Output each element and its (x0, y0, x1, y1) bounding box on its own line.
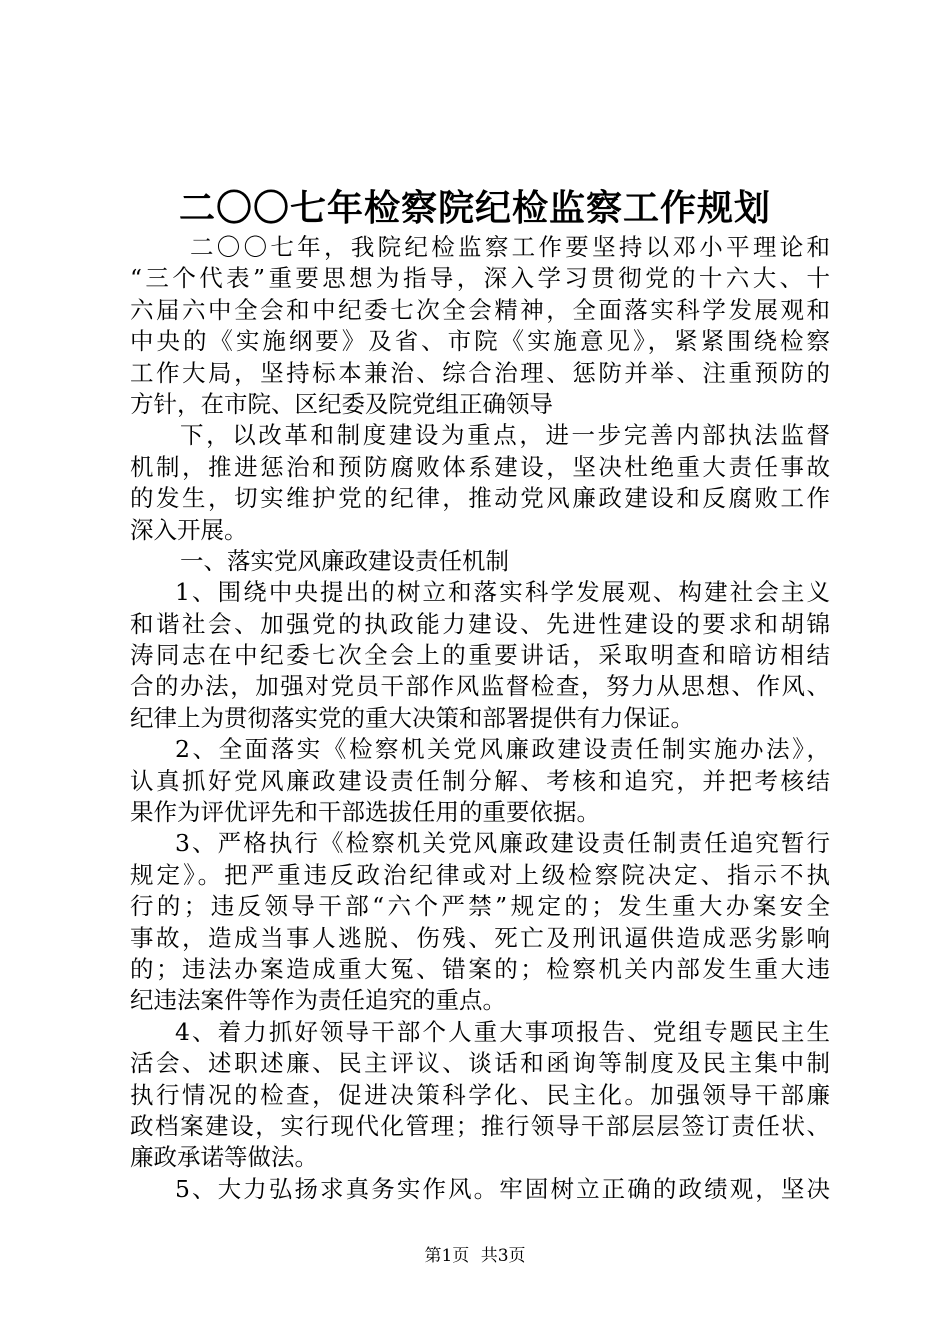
body-line: 一、落实党风廉政建设责任机制 (180, 546, 509, 575)
body-line: 二〇〇七年，我院纪检监察工作要坚持以邓小平理论和 (190, 233, 830, 261)
body-line: 合的办法，加强对党员干部作风监督检查，努力从思想、作风、 (130, 672, 830, 701)
body-line: 和谐社会、加强党的执政能力建设、先进性建设的要求和胡锦 (130, 609, 830, 638)
body-line: 4、着力抓好领导干部个人重大事项报告、党组专题民主生 (175, 1017, 830, 1046)
body-line: 工作大局，坚持标本兼治、综合治理、惩防并举、注重预防的 (130, 358, 830, 387)
body-line: 3、严格执行《检察机关党风廉政建设责任制责任追究暂行 (175, 829, 830, 858)
page-number: 第1页 (424, 1246, 470, 1266)
body-line: 中央的《实施纲要》及省、市院《实施意见》，紧紧围绕检察 (130, 327, 830, 356)
body-line: 1、围绕中央提出的树立和落实科学发展观、构建社会主义 (175, 578, 830, 607)
body-line: 下，以改革和制度建设为重点，进一步完善内部执法监督 (180, 421, 830, 450)
body-line: 纪律上为贯彻落实党的重大决策和部署提供有力保证。 (130, 703, 694, 732)
body-line: 机制，推进惩治和预防腐败体系建设，坚决杜绝重大责任事故 (130, 452, 830, 481)
body-line: 方针，在市院、区纪委及院党组正确领导 (130, 389, 553, 418)
body-line: 的；违法办案造成重大冤、错案的；检察机关内部发生重大违 (130, 954, 830, 983)
page-total: 共3页 (480, 1246, 526, 1266)
body-line: 的发生，切实维护党的纪律，推动党风廉政建设和反腐败工作 (130, 484, 830, 513)
body-line: 六届六中全会和中纪委七次全会精神，全面落实科学发展观和 (130, 295, 830, 324)
body-line: “三个代表”重要思想为指导，深入学习贯彻党的十六大、十 (130, 264, 830, 293)
document-title: 二〇〇七年检察院纪检监察工作规划 (178, 187, 771, 229)
body-line: 廉政承诺等做法。 (130, 1143, 318, 1172)
body-line: 事故，造成当事人逃脱、伤残、死亡及刑讯逼供造成恶劣影响 (130, 923, 830, 952)
body-line: 规定》。把严重违反政治纪律或对上级检察院决定、指示不执 (130, 860, 830, 889)
body-line: 活会、述职述廉、民主评议、谈话和函询等制度及民主集中制 (130, 1049, 830, 1078)
body-line: 纪违法案件等作为责任追究的重点。 (130, 986, 506, 1015)
body-line: 执行情况的检查，促进决策科学化、民主化。加强领导干部廉 (130, 1080, 830, 1109)
body-line: 认真抓好党风廉政建设责任制分解、考核和追究，并把考核结 (130, 766, 830, 795)
document-body (130, 232, 830, 1205)
body-line: 果作为评优评先和干部选拔任用的重要依据。 (130, 798, 600, 827)
body-line: 5、大力弘扬求真务实作风。牢固树立正确的政绩观，坚决 (175, 1174, 830, 1203)
body-line: 涛同志在中纪委七次全会上的重要讲话，采取明查和暗访相结 (130, 641, 830, 670)
body-line: 深入开展。 (130, 515, 248, 544)
body-line: 政档案建设，实行现代化管理；推行领导干部层层签订责任状、 (130, 1111, 830, 1140)
body-line: 2、全面落实《检察机关党风廉政建设责任制实施办法》， (175, 735, 830, 764)
page-footer (0, 1244, 950, 1268)
body-line: 行的；违反领导干部“六个严禁”规定的；发生重大办案安全 (130, 892, 830, 921)
